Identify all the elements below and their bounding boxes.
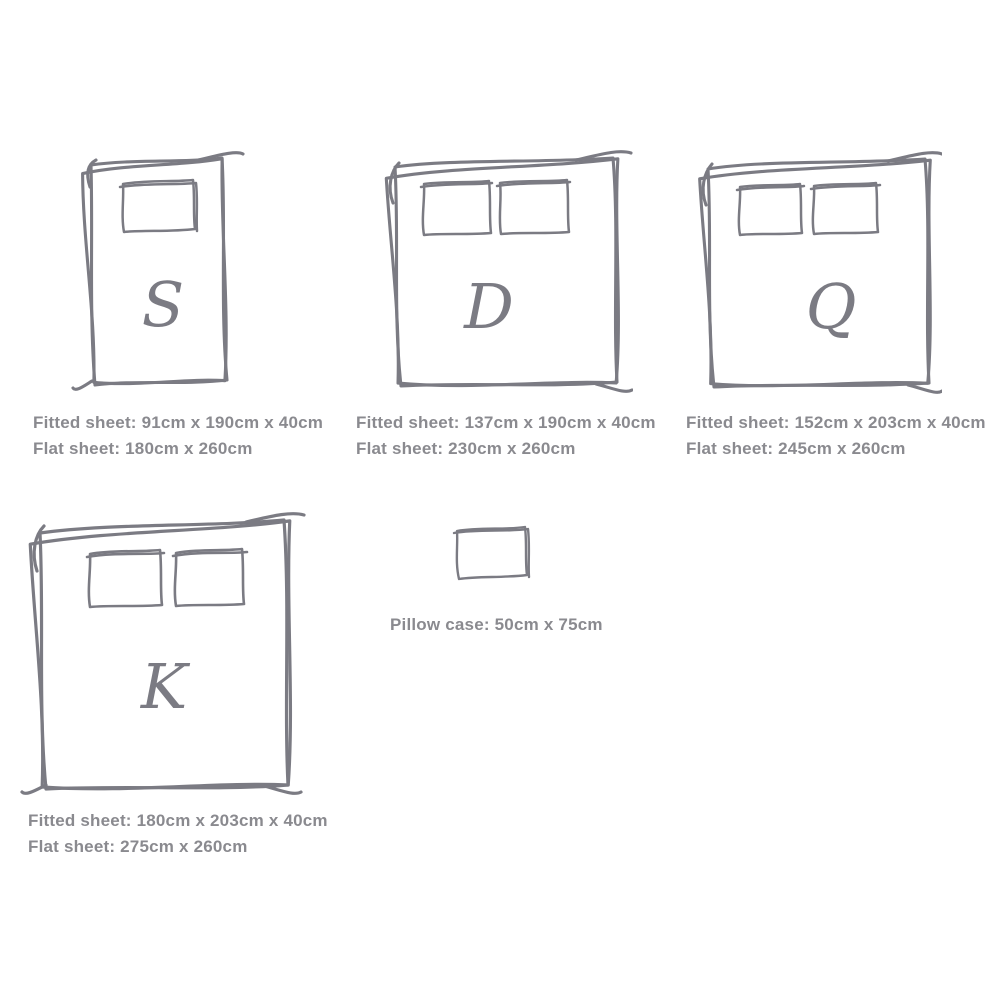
queen-bed-illustration bbox=[692, 145, 942, 400]
queen-size-letter: Q bbox=[805, 270, 857, 343]
single-size-letter: S bbox=[141, 268, 185, 341]
king-pillows-shape bbox=[87, 549, 247, 607]
double-bed-illustration bbox=[378, 145, 633, 400]
single-pillow-shape bbox=[120, 180, 197, 232]
double-size-letter: D bbox=[464, 270, 514, 343]
queen-pillows-shape bbox=[737, 183, 880, 235]
double-dimensions bbox=[356, 410, 656, 462]
king-fitted-sheet-text: Fitted sheet: 180cm x 203cm x 40cm bbox=[28, 811, 328, 830]
single-flat-sheet-text: Flat sheet: 180cm x 260cm bbox=[33, 439, 253, 458]
king-flat-sheet-text: Flat sheet: 275cm x 260cm bbox=[28, 837, 248, 856]
single-fitted-sheet-text: Fitted sheet: 91cm x 190cm x 40cm bbox=[33, 413, 324, 432]
pillow-case-text: Pillow case: 50cm x 75cm bbox=[390, 615, 603, 634]
pillow-case-dimensions bbox=[390, 612, 603, 638]
pillow-case-illustration bbox=[448, 520, 533, 585]
single-bed-illustration bbox=[70, 145, 245, 395]
king-dimensions bbox=[28, 808, 328, 860]
queen-flat-sheet-text: Flat sheet: 245cm x 260cm bbox=[686, 439, 906, 458]
queen-fitted-sheet-text: Fitted sheet: 152cm x 203cm x 40cm bbox=[686, 413, 986, 432]
queen-dimensions bbox=[686, 410, 986, 462]
king-size-letter: K bbox=[140, 650, 188, 723]
double-fitted-sheet-text: Fitted sheet: 137cm x 190cm x 40cm bbox=[356, 413, 656, 432]
king-bed-illustration bbox=[18, 505, 308, 805]
single-dimensions bbox=[33, 410, 323, 462]
double-pillows-shape bbox=[421, 180, 570, 235]
double-flat-sheet-text: Flat sheet: 230cm x 260cm bbox=[356, 439, 576, 458]
